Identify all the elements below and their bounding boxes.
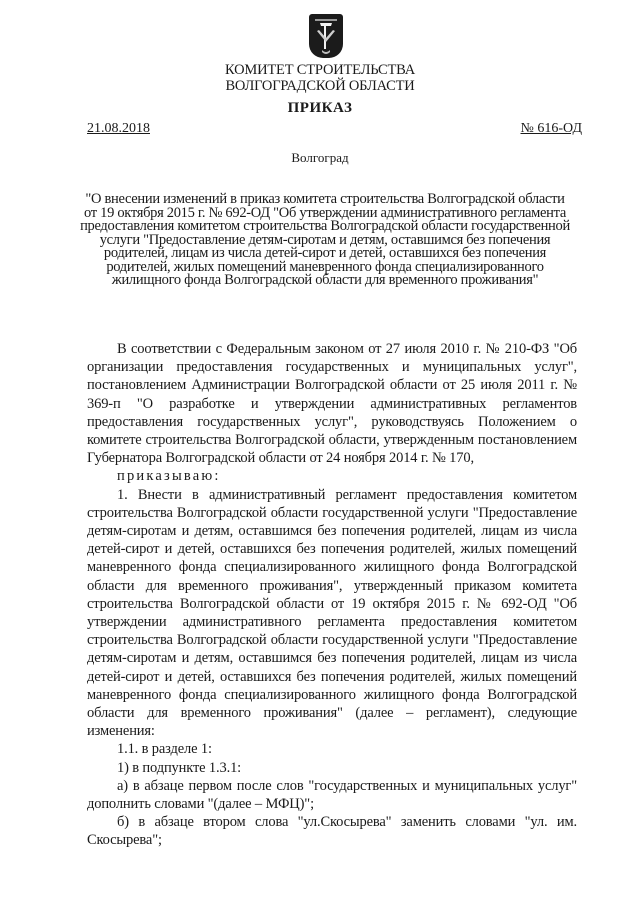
item-1-1-1: 1) в подпункте 1.3.1: — [117, 759, 242, 776]
item-b-paragraph: б) в абзаце втором слова "ул.Скосырева" заменить словами "ул. им. Скосырева"; — [87, 814, 577, 849]
item-a-paragraph: а) в абзаце первом после слов "государственных и муниципальных услуг" дополнить словами "(далее – МФЦ)"; — [87, 777, 577, 813]
document-subject: "О внесении изменений в приказ комитета строительства Волгоградской области от 19 октября 2015 г. № 692-ОД "Об утверждении административного регламента предоставления комитетом строительства Волгоградской области государственной услуги "Предоставление детям-сиротам и детям, оставшимся без попечения родителей, лицам из числа детей-сирот и детей, оставшихся без попечения родителей, жилых помещений маневренного фонда специализированного жилищного фонда Волгоградской области для временного проживания" — [80, 191, 570, 288]
org-name-line2: ВОЛГОГРАДСКОЙ ОБЛАСТИ — [225, 78, 415, 94]
document-city: Волгоград — [291, 150, 349, 165]
document-body — [87, 340, 577, 850]
item-1-paragraph: 1. Внести в административный регламент предоставления комитетом строительства Волгоградской области государственной услуги "Предоставление детям-сиротам и детям, оставшимся без попечения родителей, лицам из числа детей-сирот и детей, оставшихся без попечения родителей, жилых помещений маневренного фонда специализированного жилищного фонда Волгоградской области для временного проживания", утвержденный приказом комитета строительства Волгоградской области от 19 октября 2015 г. № 692-ОД "Об утверждении административного регламента предоставления комитетом строительства Волгоградской области государственной услуги "Предоставление детям-сиротам и детям, оставшимся без попечения родителей, лицам из числа детей-сирот и детей, оставшихся без попечения родителей, жилых помещений маневренного фонда специализированного жилищного фонда Волгоградской области для временного проживания" (далее – регламент), следующие изменения: — [87, 486, 577, 740]
coat-of-arms-icon — [309, 14, 343, 58]
document-date: 21.08.2018 — [87, 121, 150, 136]
document-number: № 616-ОД — [520, 121, 582, 136]
order-word: приказываю: — [117, 468, 221, 485]
item-1-1: 1.1. в разделе 1: — [117, 741, 212, 758]
org-name-line1: КОМИТЕТ СТРОИТЕЛЬСТВА — [225, 62, 415, 78]
preamble-paragraph: В соответствии с Федеральным законом от 27 июля 2010 г. № 210-ФЗ "Об организации предоставления государственных и муниципальных услуг", постановлением Администрации Волгоградской области от 25 июля 2011 г. № 369-п "О разработке и утверждении административных регламентов предоставления государственных услуг", руководствуясь Положением о комитете строительства Волгоградской области, утвержденным постановлением Губернатора Волгоградской области от 24 ноября 2014 г. № 170, — [87, 341, 577, 467]
coat-of-arms-graphic — [309, 14, 343, 58]
document-type: ПРИКАЗ — [287, 100, 353, 116]
